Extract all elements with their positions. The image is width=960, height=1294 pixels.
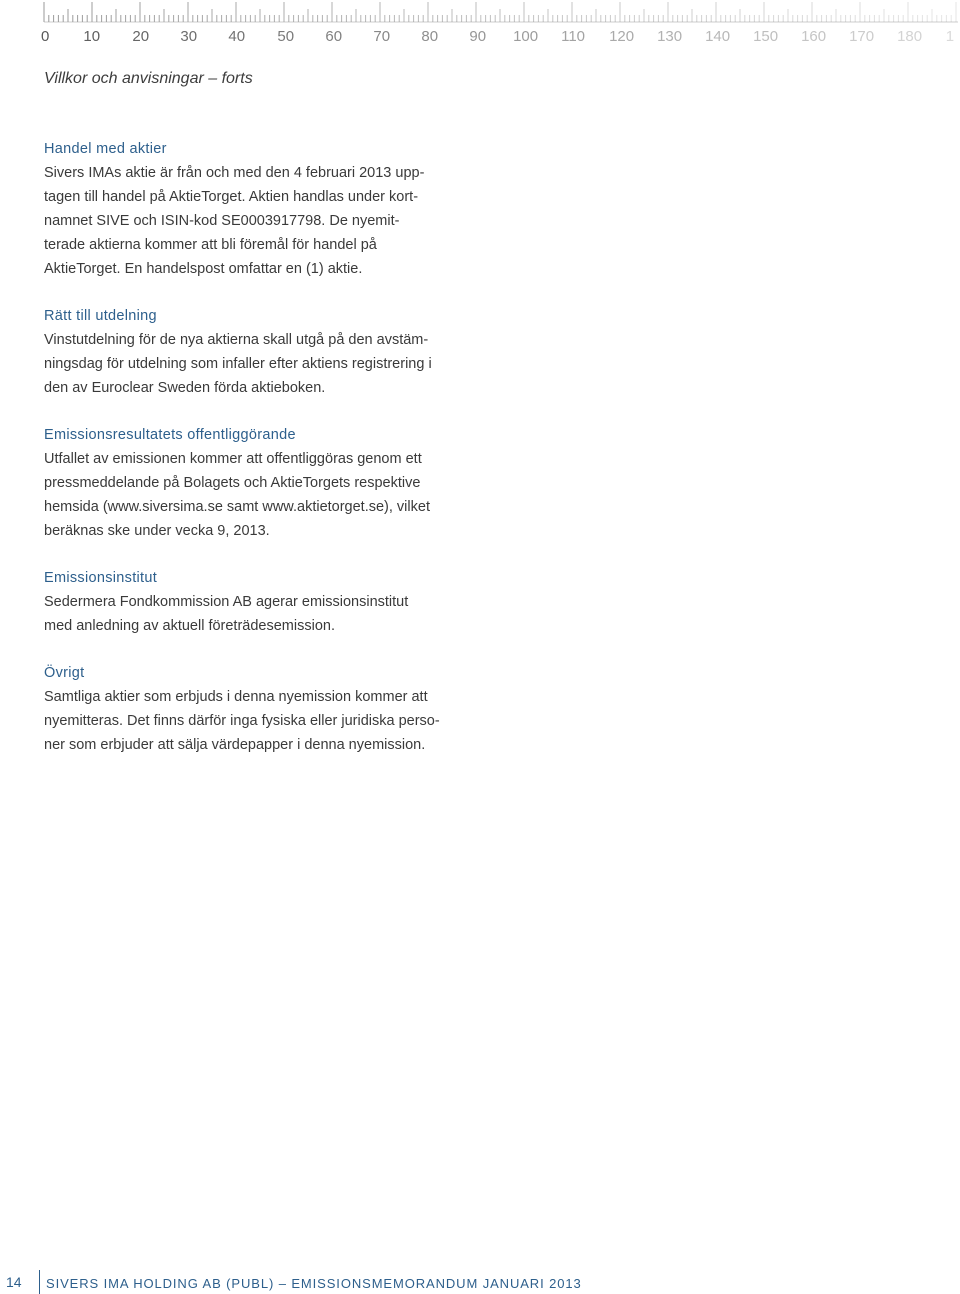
ruler-ticks [0,0,960,24]
ruler-label: 60 [325,28,343,45]
body-line: med anledning av aktuell företrädesemission. [44,618,335,634]
body-line: Sivers IMAs aktie är från och med den 4 februari 2013 upp- [44,165,425,181]
body-line: terade aktierna kommer att bli föremål för handel på [44,237,377,253]
ruler-label: 160 [801,28,827,45]
page-number: 14 [6,1274,22,1290]
section-heading: Övrigt [44,665,85,681]
section-emissionsresultatets-offentliggorande [44,423,464,543]
ruler-label: 120 [609,28,635,45]
ruler-label: 50 [277,28,295,45]
section-ratt-till-utdelning [44,304,464,400]
ruler-label: 90 [469,28,487,45]
body-line: ner som erbjuder att sälja värdepapper i denna nyemission. [44,737,426,753]
body-line: Vinstutdelning för de nya aktierna skall utgå på den avstäm- [44,332,429,348]
body-line: beräknas ske under vecka 9, 2013. [44,523,270,539]
body-line: ningsdag för utdelning som infaller efter aktiens registrering i [44,356,432,372]
footer-divider [39,1270,40,1294]
ruler-label: 30 [180,28,198,45]
ruler-label: 70 [373,28,391,45]
ruler-label: 1 [945,28,955,45]
section-heading: Handel med aktier [44,141,167,157]
body-line: AktieTorget. En handelspost omfattar en (1) aktie. [44,261,363,277]
section-body [44,590,464,638]
ruler-label: 110 [561,28,586,45]
ruler-label: 80 [421,28,439,45]
page-footer [0,1270,960,1294]
ruler-label: 40 [228,28,246,45]
section-body [44,685,464,757]
ruler-label: 20 [132,28,150,45]
ruler-label: 140 [705,28,731,45]
footer-title: SIVERS IMA HOLDING AB (PUBL) – EMISSIONSMEMORANDUM JANUARI 2013 [46,1276,582,1291]
ruler [0,0,960,50]
body-line: namnet SIVE och ISIN-kod SE0003917798. De nyemit- [44,213,400,229]
body-line: Samtliga aktier som erbjuds i denna nyemission kommer att [44,689,428,705]
section-body [44,161,464,281]
section-heading: Rätt till utdelning [44,308,157,324]
ruler-label: 10 [83,28,101,45]
section-ovrigt [44,661,464,757]
page-subtitle: Villkor och anvisningar – forts [44,70,253,87]
ruler-label: 180 [897,28,923,45]
body-line: pressmeddelande på Bolagets och AktieTorgets respektive [44,475,421,491]
section-heading: Emissionsresultatets offentliggörande [44,427,296,443]
section-heading: Emissionsinstitut [44,570,158,586]
body-line: nyemitteras. Det finns därför inga fysiska eller juridiska perso- [44,713,440,729]
body-line: Sedermera Fondkommission AB agerar emissionsinstitut [44,594,409,610]
body-line: den av Euroclear Sweden förda aktieboken. [44,380,326,396]
ruler-label: 0 [41,28,50,45]
ruler-label: 100 [513,28,539,45]
section-handel-med-aktier [44,137,464,281]
section-body [44,447,464,543]
section-emissionsinstitut [44,566,464,638]
ruler-label: 170 [849,28,875,45]
body-line: tagen till handel på AktieTorget. Aktien handlas under kort- [44,189,419,205]
ruler-label: 130 [657,28,683,45]
body-line: Utfallet av emissionen kommer att offentliggöras genom ett [44,451,422,467]
ruler-label: 150 [753,28,779,45]
body-line: hemsida (www.siversima.se samt www.aktietorget.se), vilket [44,499,430,515]
section-body [44,328,464,400]
content-column [44,137,464,780]
